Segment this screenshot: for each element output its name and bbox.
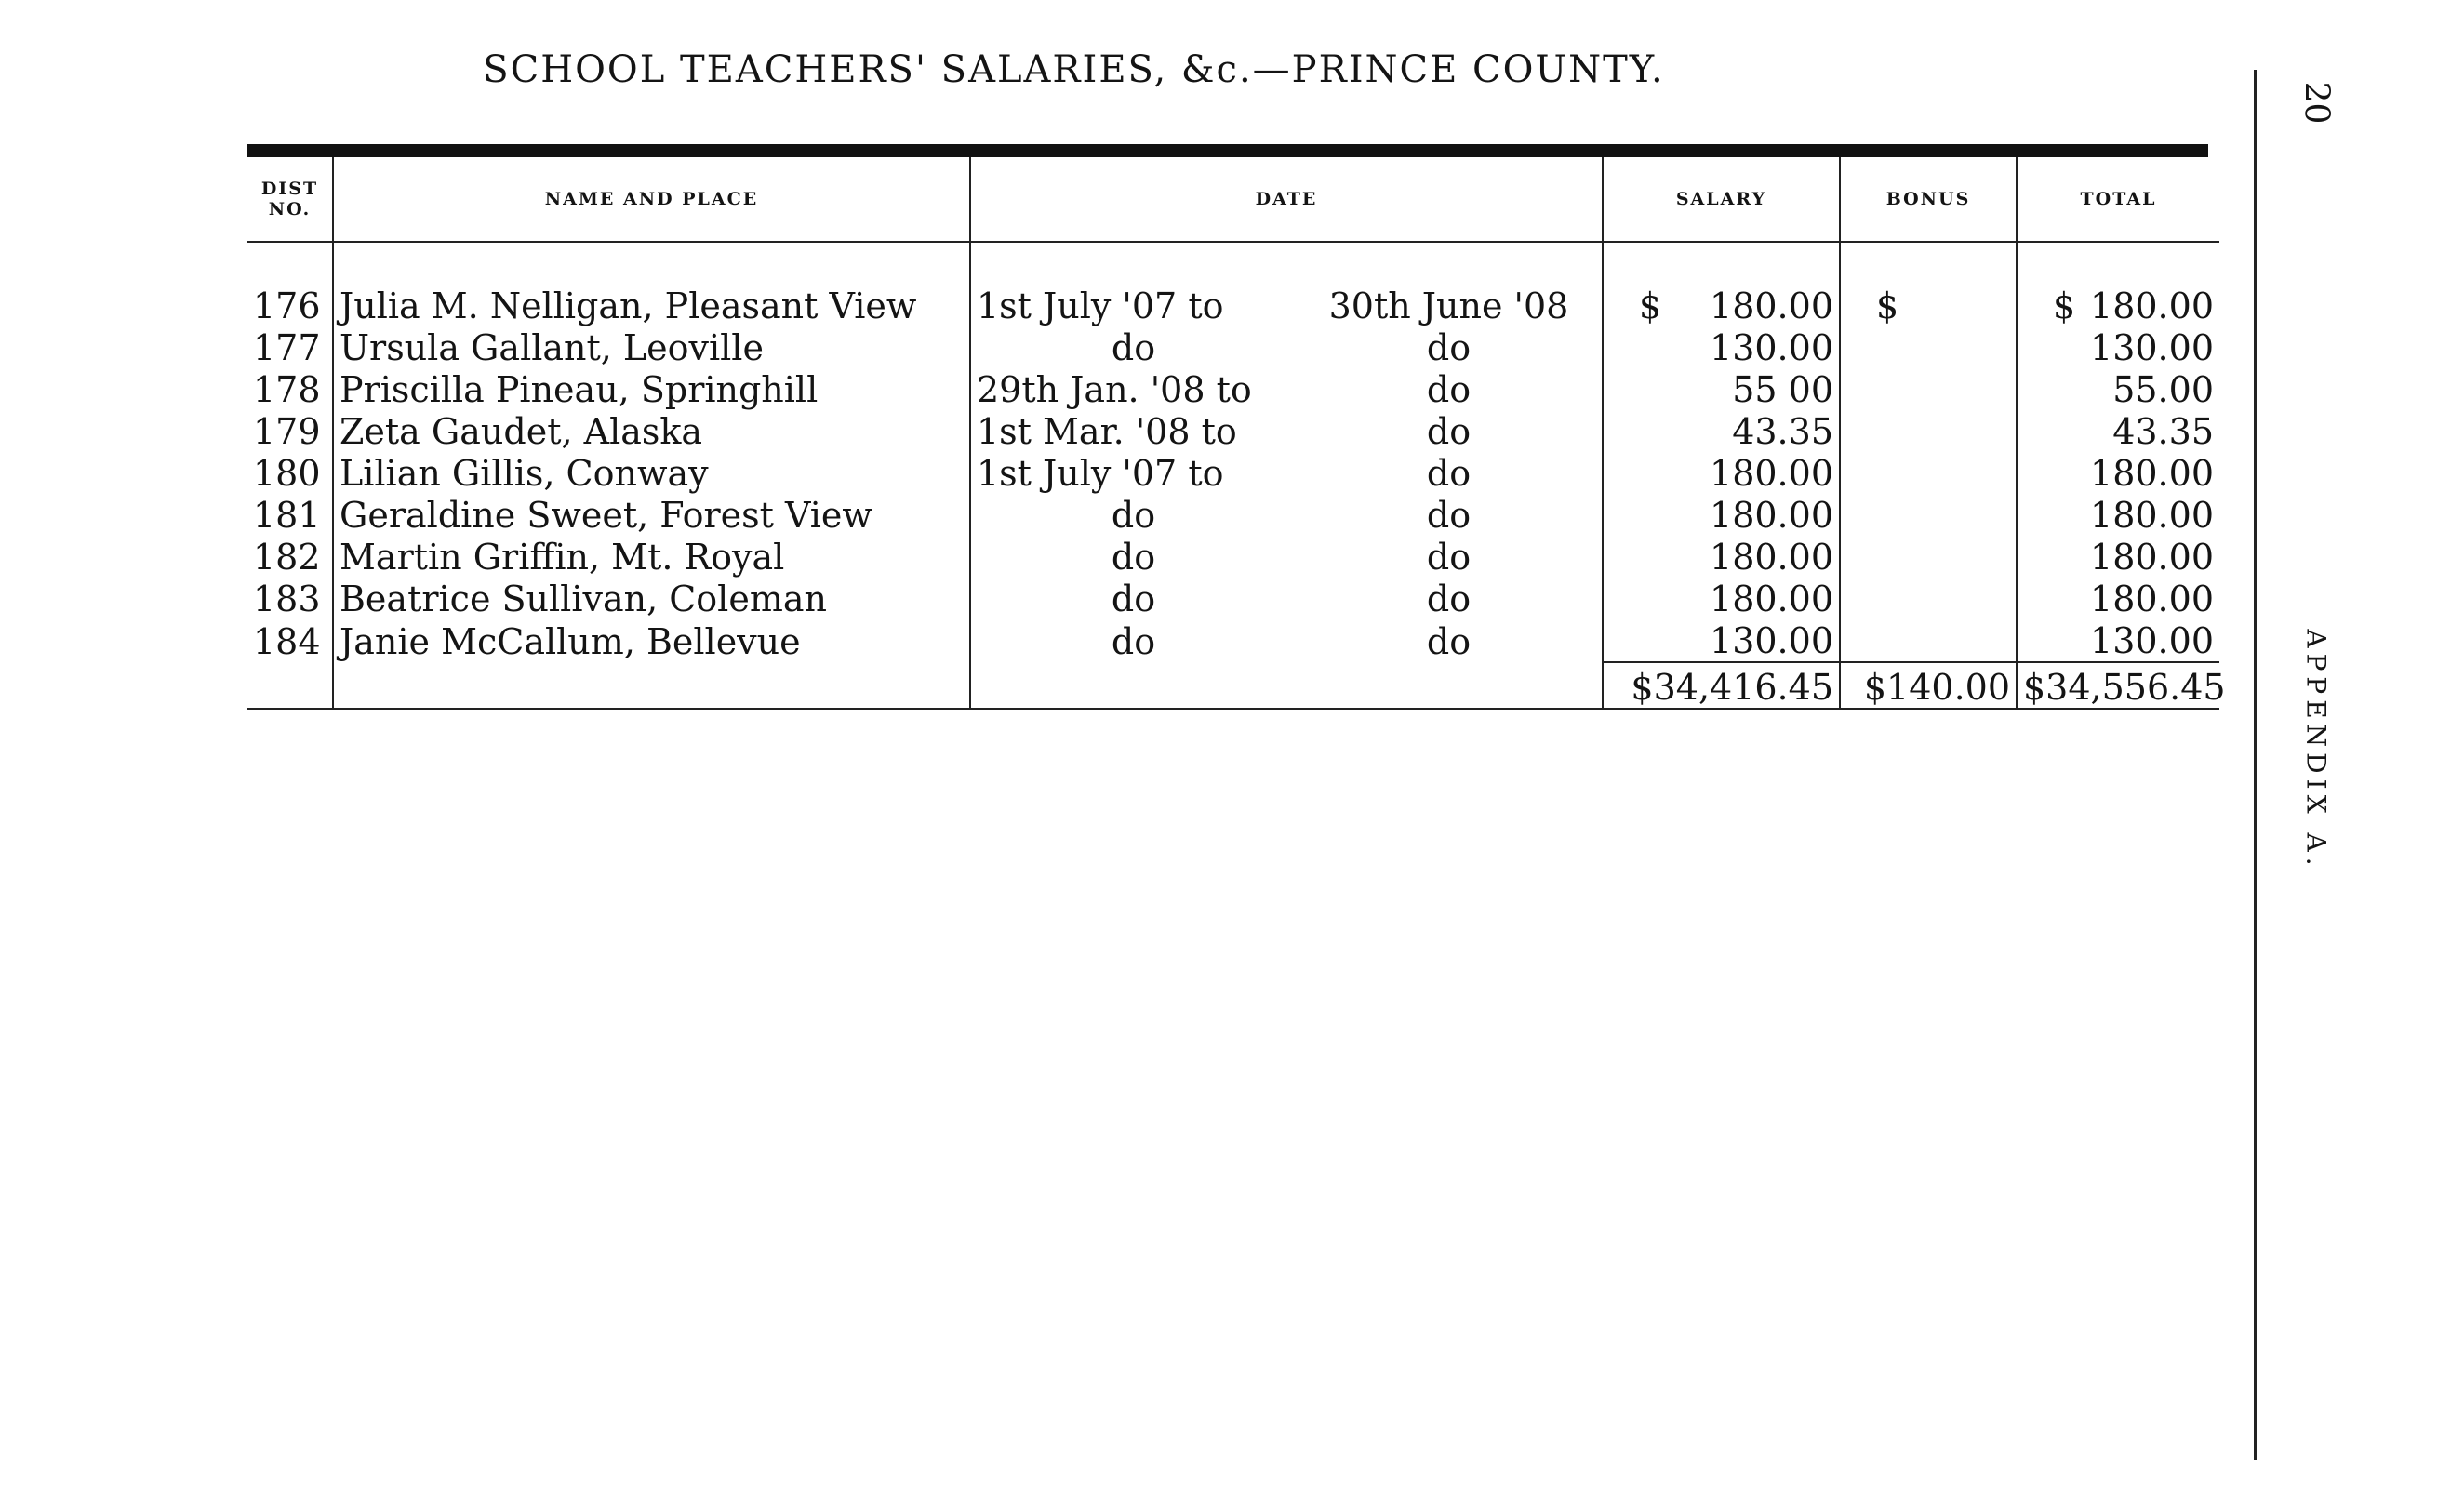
salary-cell-text: 180.00 [1710,453,1833,494]
dist-number [247,536,333,578]
grand-total: $34,556.45 [2017,662,2219,709]
total-cell-text: 180.00 [2090,286,2214,326]
dist-number-text: 176 [253,286,321,326]
currency-sign: $ [2053,286,2076,326]
salary-table [247,157,2226,717]
salary-total: $34,416.45 [1603,662,1840,709]
bonus-cell [1840,452,2017,494]
total-cell-text: 43.35 [2112,411,2214,452]
margin-rule [2254,70,2257,1460]
currency-sign: $ [1639,286,1662,326]
date-from [970,578,1296,619]
bonus-cell [1840,368,2017,410]
date-to-text: do [1426,453,1472,494]
teacher-name-place [333,578,970,619]
total-cell-text: 180.00 [2090,495,2214,536]
date-from-text: do [1111,495,1156,536]
teacher-name-place [333,368,970,410]
dist-number [247,285,333,326]
totals-row [247,662,2219,709]
teacher-name-place [333,619,970,662]
table-row [247,578,2219,619]
total-cell-text: 55.00 [2112,369,2214,410]
salary-cell [1603,410,1840,452]
dist-number [247,578,333,619]
table-row [247,536,2219,578]
bonus-cell [1840,326,2017,368]
total-cell [2017,578,2219,619]
dist-number [247,368,333,410]
table-row [247,410,2219,452]
date-to-text: do [1426,327,1472,368]
table-row [247,452,2219,494]
table-row [247,326,2219,368]
teacher-name-place-text: Lilian Gillis, Conway [340,453,709,494]
date-to [1296,285,1603,326]
teacher-name-place [333,326,970,368]
salary-cell-text: 180.00 [1710,578,1833,619]
date-to [1296,494,1603,536]
total-cell [2017,285,2219,326]
dist-number [247,452,333,494]
bonus-cell [1840,578,2017,619]
date-from-text: 1st July '07 to [977,453,1224,494]
col-total-header: TOTAL [2017,157,2219,242]
date-from [970,494,1296,536]
salary-cell-text: 130.00 [1710,620,1833,661]
page-title: SCHOOL TEACHERS' SALARIES, &c.—PRINCE COUNTY. [483,48,1665,91]
date-to [1296,452,1603,494]
total-cell [2017,368,2219,410]
teacher-name-place-text: Priscilla Pineau, Springhill [340,369,819,410]
total-cell-text: 180.00 [2090,453,2214,494]
date-from [970,536,1296,578]
date-to-text: do [1426,495,1472,536]
bonus-cell [1840,619,2017,662]
table-row [247,285,2219,326]
page-number: 20 [2297,81,2336,125]
col-salary-header: SALARY [1603,157,1840,242]
date-to-text: 30th June '08 [1328,286,1569,326]
date-from-text: 1st Mar. '08 to [977,411,1237,452]
date-from-text: do [1111,327,1156,368]
dist-number [247,494,333,536]
salary-cell [1603,619,1840,662]
dist-number-text: 178 [253,369,321,410]
date-from [970,452,1296,494]
salary-table-container [247,157,2226,717]
dist-number [247,619,333,662]
salary-cell-text: 180.00 [1710,495,1833,536]
teacher-name-place [333,536,970,578]
total-cell [2017,536,2219,578]
date-from [970,326,1296,368]
teacher-name-place-text: Martin Griffin, Mt. Royal [340,537,785,578]
total-cell-text: 130.00 [2090,327,2214,368]
dist-number-text: 184 [253,621,321,662]
date-from-text: do [1111,621,1156,662]
date-to [1296,536,1603,578]
bottom-rule [247,709,2219,717]
total-cell-text: 130.00 [2090,620,2214,661]
salary-cell-text: 130.00 [1710,327,1833,368]
salary-cell [1603,536,1840,578]
dist-number-text: 182 [253,537,321,578]
date-from-text: do [1111,537,1156,578]
salary-cell-text: 180.00 [1710,537,1833,578]
date-to-text: do [1426,411,1472,452]
header-rule [247,144,2208,157]
bonus-cell [1840,285,2017,326]
teacher-name-place-text: Geraldine Sweet, Forest View [340,495,872,536]
bonus-cell [1840,536,2017,578]
date-to-text: do [1426,578,1472,619]
date-to [1296,619,1603,662]
table-row [247,619,2219,662]
date-from [970,368,1296,410]
salary-cell [1603,578,1840,619]
salary-cell-text: 180.00 [1710,286,1833,326]
dist-number-text: 177 [253,327,321,368]
salary-cell [1603,452,1840,494]
teacher-name-place [333,452,970,494]
dist-number-text: 183 [253,578,321,619]
col-dist-header: DIST NO. [247,157,333,242]
date-from-text: 29th Jan. '08 to [977,369,1252,410]
total-cell [2017,410,2219,452]
teacher-name-place-text: Zeta Gaudet, Alaska [340,411,703,452]
currency-sign: $ [1876,286,1899,326]
spacer-row [247,242,2219,285]
teacher-name-place [333,285,970,326]
teacher-name-place-text: Ursula Gallant, Leoville [340,327,764,368]
date-to-text: do [1426,621,1472,662]
teacher-name-place-text: Julia M. Nelligan, Pleasant View [340,286,917,326]
dist-number [247,410,333,452]
dist-number-text: 181 [253,495,321,536]
teacher-name-place [333,494,970,536]
dist-number [247,326,333,368]
col-bonus-header: BONUS [1840,157,2017,242]
date-to [1296,326,1603,368]
bonus-cell [1840,410,2017,452]
dist-number-text: 180 [253,453,321,494]
date-to [1296,578,1603,619]
header-row [247,157,2219,242]
salary-cell [1603,368,1840,410]
bonus-total: $140.00 [1840,662,2017,709]
date-to-text: do [1426,369,1472,410]
col-name-header: NAME AND PLACE [333,157,970,242]
appendix-label: APPENDIX A. [2300,629,2332,871]
teacher-name-place [333,410,970,452]
date-from [970,285,1296,326]
teacher-name-place-text: Beatrice Sullivan, Coleman [340,578,827,619]
salary-cell [1603,494,1840,536]
bonus-cell [1840,494,2017,536]
salary-cell [1603,326,1840,368]
total-cell [2017,494,2219,536]
date-from-text: 1st July '07 to [977,286,1224,326]
date-to-text: do [1426,537,1472,578]
salary-cell-text: 55 00 [1732,369,1833,410]
total-cell [2017,326,2219,368]
date-from [970,410,1296,452]
total-cell-text: 180.00 [2090,578,2214,619]
total-cell [2017,452,2219,494]
date-to [1296,410,1603,452]
date-to [1296,368,1603,410]
col-date-header: DATE [970,157,1603,242]
total-cell-text: 180.00 [2090,537,2214,578]
total-cell [2017,619,2219,662]
date-from [970,619,1296,662]
dist-number-text: 179 [253,411,321,452]
salary-cell [1603,285,1840,326]
salary-cell-text: 43.35 [1732,411,1833,452]
teacher-name-place-text: Janie McCallum, Bellevue [340,621,801,662]
table-body [247,242,2219,662]
table-row [247,368,2219,410]
table-row [247,494,2219,536]
date-from-text: do [1111,578,1156,619]
